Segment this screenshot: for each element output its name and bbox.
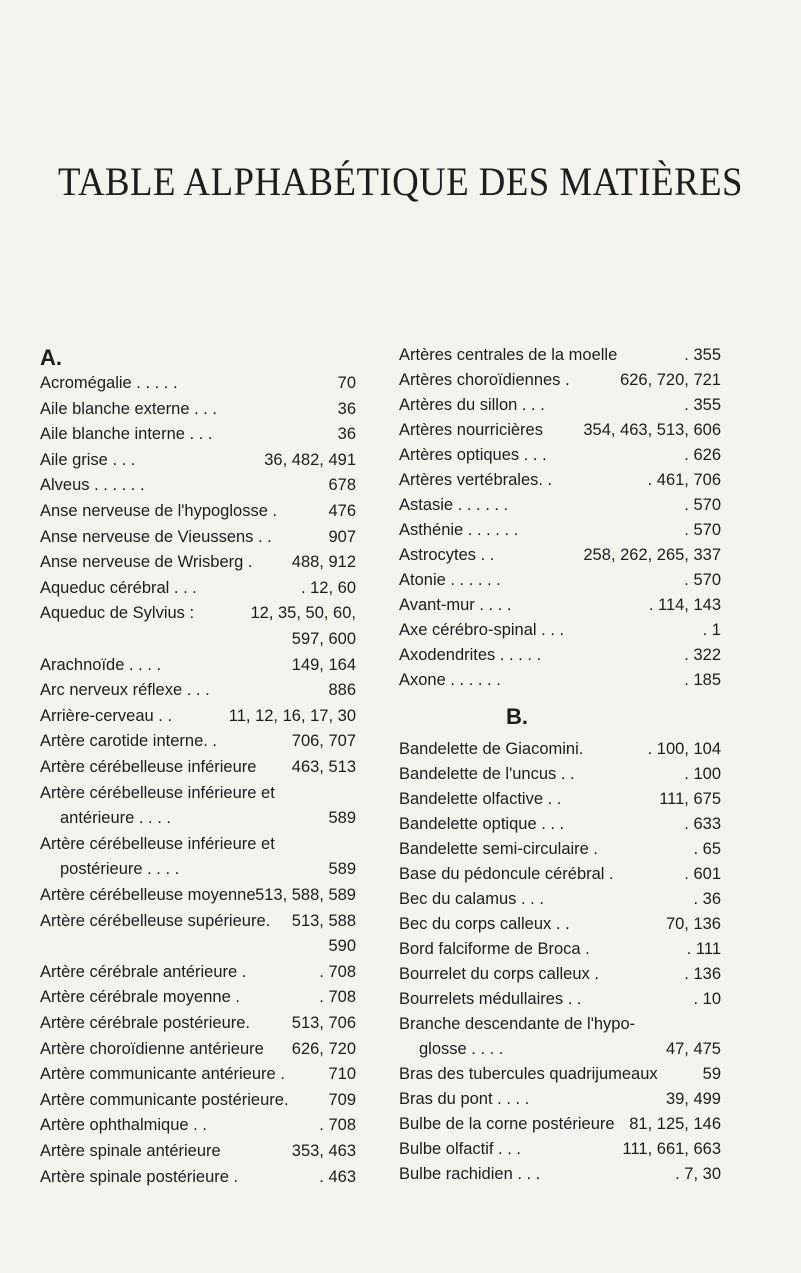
entry-term: Artère communicante postérieure. — [40, 1090, 289, 1109]
entry-term: Artères vertébrales. . — [399, 471, 553, 489]
index-entry — [40, 782, 356, 808]
index-entry — [40, 474, 356, 500]
entry-term: Artère ophthalmique . . — [40, 1116, 207, 1135]
entry-term: glosse . . . . — [419, 1040, 504, 1058]
index-entry — [399, 1038, 721, 1064]
entry-term: Asthénie . . . . . . — [399, 521, 519, 539]
entry-pages: 70, 136 — [665, 915, 721, 933]
entry-pages: . 10 — [693, 990, 721, 1008]
entry-pages: . 1 — [702, 621, 721, 639]
index-entry — [40, 423, 356, 449]
entry-term: Artère choroïdienne antérieure — [40, 1039, 264, 1058]
entry-pages: 47, 475 — [665, 1040, 721, 1058]
entry-pages: 590 — [328, 937, 356, 956]
index-entry — [399, 738, 721, 764]
index-entry — [399, 863, 721, 889]
index-entry — [399, 344, 721, 370]
index-entry — [40, 372, 356, 398]
entry-term: Bulbe de la corne postérieure — [399, 1115, 615, 1133]
index-entry — [399, 669, 721, 695]
entry-term: Anse nerveuse de Vieussens . . — [40, 527, 272, 546]
entry-pages: 149, 164 — [291, 655, 356, 674]
entry-term: Artère communicante antérieure . — [40, 1065, 285, 1084]
entry-term: Bandelette olfactive . . — [399, 790, 562, 808]
index-entry — [399, 494, 721, 520]
entry-term: Aqueduc cérébral . . . — [40, 578, 197, 597]
entry-term: Anse nerveuse de l'hypoglosse . — [40, 502, 278, 520]
entry-term: Artère spinale postérieure . — [40, 1167, 239, 1186]
entry-pages: . 355 — [684, 346, 721, 364]
entry-pages: 11, 12, 16, 17, 30 — [228, 706, 356, 725]
entry-term: Atonie . . . . . . — [399, 571, 501, 589]
entry-pages: . 708 — [319, 1116, 356, 1135]
entry-pages: 886 — [328, 681, 356, 700]
entry-term: antérieure . . . . — [60, 809, 171, 828]
entry-term: Bandelette optique . . . — [399, 815, 565, 833]
index-entry — [40, 551, 356, 577]
entry-pages: . 601 — [684, 865, 721, 883]
entry-term: Bourrelet du corps calleux . — [399, 965, 599, 983]
index-entry — [399, 444, 721, 470]
entry-pages: . 626 — [684, 446, 721, 464]
index-entry — [40, 449, 356, 475]
entry-pages: 36 — [337, 425, 356, 444]
entry-pages: 36 — [337, 399, 356, 418]
entry-pages: . 100, 104 — [647, 740, 721, 758]
index-entry — [399, 1163, 721, 1189]
entry-term: Bandelette semi-circulaire . — [399, 840, 598, 858]
entry-pages: 709 — [328, 1090, 356, 1109]
index-entry — [40, 1114, 356, 1140]
entry-pages: . 463 — [319, 1167, 356, 1186]
entry-pages: . 708 — [319, 988, 356, 1007]
entry-term: Aile blanche interne . . . — [40, 425, 213, 444]
entry-term: Artères du sillon . . . — [399, 396, 545, 414]
entry-term: Artère cérébelleuse moyenne — [40, 886, 256, 904]
entry-term: Branche descendante de l'hypo- — [399, 1015, 636, 1033]
entry-pages: . 136 — [684, 965, 721, 983]
index-entry — [399, 1138, 721, 1164]
index-entry — [40, 1140, 356, 1166]
entry-pages: 706, 707 — [291, 732, 356, 751]
entry-term: Bras du pont . . . . — [399, 1090, 530, 1108]
entry-pages: 81, 125, 146 — [629, 1115, 721, 1133]
entry-pages: 907 — [328, 527, 356, 546]
entry-pages: 36, 482, 491 — [264, 450, 356, 469]
entry-pages: 513, 706 — [291, 1014, 356, 1032]
entry-term: Artère cérébrale moyenne . — [40, 988, 240, 1007]
entry-pages: 476 — [328, 502, 356, 520]
entry-term: Arc nerveux réflexe . . . — [40, 681, 210, 700]
index-entry — [40, 705, 356, 731]
entry-term: Artère cérébelleuse inférieure — [40, 758, 257, 776]
index-entry — [399, 619, 721, 645]
entry-pages: 12, 35, 50, 60, — [250, 604, 356, 623]
index-entry — [40, 500, 356, 526]
entry-pages: . 633 — [684, 815, 721, 833]
entry-pages: 710 — [328, 1065, 356, 1084]
index-entry — [399, 394, 721, 420]
entry-pages: 258, 262, 265, 337 — [583, 546, 721, 564]
entry-term: Artère carotide interne. . — [40, 732, 218, 751]
index-entry — [399, 963, 721, 989]
entry-term: Artère cérébelleuse supérieure. — [40, 911, 271, 930]
index-entry — [399, 519, 721, 545]
entry-pages: . 708 — [319, 962, 356, 981]
entry-pages: 678 — [328, 476, 356, 495]
entry-pages: . 355 — [684, 396, 721, 414]
entry-term: Bourrelets médullaires . . — [399, 990, 582, 1008]
entry-pages: 111, 661, 663 — [622, 1140, 721, 1158]
index-entry — [40, 526, 356, 552]
index-entry — [399, 988, 721, 1014]
entry-term: Axodendrites . . . . . — [399, 646, 542, 664]
entry-pages: . 111 — [686, 940, 721, 958]
entry-pages: 39, 499 — [665, 1090, 721, 1108]
index-entry — [40, 858, 356, 884]
entry-pages: 597, 600 — [291, 630, 356, 648]
index-entry — [399, 644, 721, 670]
entry-pages: 354, 463, 513, 606 — [583, 421, 721, 439]
entry-term: Acromégalie . . . . . — [40, 374, 178, 392]
entry-pages: 626, 720, 721 — [620, 371, 721, 389]
entry-term: Bulbe olfactif . . . — [399, 1140, 521, 1158]
entry-term: Artères nourricières — [399, 421, 543, 439]
index-entry — [40, 1089, 356, 1115]
index-entry — [40, 986, 356, 1012]
entry-term: Artère spinale antérieure — [40, 1142, 221, 1160]
entry-pages: 59 — [702, 1065, 721, 1083]
entry-pages: 626, 720 — [291, 1039, 356, 1058]
index-entry — [40, 654, 356, 680]
entry-term: postérieure . . . . — [60, 860, 180, 879]
index-entry — [399, 913, 721, 939]
entry-pages: . 570 — [684, 571, 721, 589]
index-entry — [399, 938, 721, 964]
entry-pages: 589 — [328, 809, 356, 828]
entry-term: Bras des tubercules quadrijumeaux — [399, 1065, 658, 1083]
entry-term: Alveus . . . . . . — [40, 476, 145, 495]
section-letter-b: B. — [506, 704, 528, 729]
index-entry — [40, 935, 356, 961]
entry-term: Bord falciforme de Broca . — [399, 940, 590, 958]
index-entry — [399, 569, 721, 595]
index-entry — [40, 884, 356, 910]
entry-term: Avant-mur . . . . — [399, 596, 512, 614]
entry-pages: . 570 — [684, 521, 721, 539]
index-entry — [399, 1013, 721, 1039]
index-entry — [40, 398, 356, 424]
entry-term: Artère cérébelleuse inférieure et — [40, 783, 275, 802]
entry-term: Bulbe rachidien . . . — [399, 1165, 541, 1183]
index-entry — [40, 1038, 356, 1064]
entry-term: Arachnoïde . . . . — [40, 655, 162, 674]
index-entry — [40, 833, 356, 859]
entry-pages: . 36 — [693, 890, 721, 908]
entry-term: Aile grise . . . — [40, 450, 136, 469]
entry-term: Axone . . . . . . — [399, 671, 501, 689]
index-entry — [40, 1166, 356, 1192]
entry-term: Artères centrales de la moelle — [399, 346, 618, 364]
entry-pages: 111, 675 — [659, 790, 721, 808]
index-entry — [40, 961, 356, 987]
entry-term: Bandelette de Giacomini. — [399, 740, 584, 758]
index-entry — [399, 813, 721, 839]
index-entry — [40, 1012, 356, 1038]
entry-term: Anse nerveuse de Wrisberg . — [40, 553, 253, 572]
index-entry — [399, 544, 721, 570]
index-entry — [399, 419, 721, 445]
entry-pages: . 461, 706 — [647, 471, 721, 489]
entry-pages: . 100 — [684, 765, 721, 783]
entry-term: Artère cérébrale postérieure. — [40, 1014, 251, 1032]
index-entry — [399, 369, 721, 395]
index-entry — [399, 788, 721, 814]
page-title: TABLE ALPHABÉTIQUE DES MATIÈRES — [58, 159, 743, 204]
index-entry — [40, 756, 356, 782]
entry-pages: . 114, 143 — [648, 596, 721, 614]
entry-term: Astasie . . . . . . — [399, 496, 509, 514]
entry-pages: . 65 — [693, 840, 721, 858]
index-entry — [399, 594, 721, 620]
index-entry — [40, 807, 356, 833]
entry-term: Artères choroïdiennes . — [399, 371, 570, 389]
entry-pages: 70 — [337, 374, 356, 392]
index-entry — [399, 1063, 721, 1089]
entry-pages: . 7, 30 — [675, 1165, 721, 1183]
index-entry — [399, 763, 721, 789]
entry-term: Artère cérébelleuse inférieure et — [40, 834, 275, 853]
index-entry — [40, 602, 356, 628]
index-entry — [399, 838, 721, 864]
index-entry — [399, 1113, 721, 1139]
entry-term: Axe cérébro-spinal . . . — [399, 621, 565, 639]
index-entry — [40, 679, 356, 705]
entry-term: Astrocytes . . — [399, 546, 495, 564]
index-entry — [40, 1063, 356, 1089]
entry-term: Bec du corps calleux . . — [399, 915, 570, 933]
entry-pages: . 570 — [684, 496, 721, 514]
entry-pages: 488, 912 — [291, 553, 356, 572]
index-entry — [399, 1088, 721, 1114]
entry-term: Base du pédoncule cérébral . — [399, 865, 614, 883]
entry-pages: 513, 588, 589 — [255, 886, 356, 904]
index-entry — [40, 730, 356, 756]
entry-term: Bandelette de l'uncus . . — [399, 765, 575, 783]
entry-pages: . 185 — [684, 671, 721, 689]
entry-term: Artères optiques . . . — [399, 446, 547, 464]
entry-pages: 353, 463 — [291, 1142, 356, 1160]
entry-pages: 463, 513 — [291, 758, 356, 776]
index-entry — [40, 910, 356, 936]
index-entry — [399, 888, 721, 914]
entry-pages: 513, 588 — [291, 911, 356, 930]
entry-term: Arrière-cerveau . . — [40, 706, 173, 725]
entry-term: Aqueduc de Sylvius : — [40, 604, 195, 623]
entry-pages: 589 — [328, 860, 356, 879]
entry-term: Bec du calamus . . . — [399, 890, 544, 908]
entry-pages: . 12, 60 — [300, 578, 356, 597]
section-letter-a: A. — [40, 345, 62, 370]
entry-term: Artère cérébrale antérieure . — [40, 962, 247, 981]
index-entry — [40, 577, 356, 603]
entry-pages: . 322 — [684, 646, 721, 664]
index-entry — [40, 628, 356, 654]
entry-term: Aile blanche externe . . . — [40, 399, 218, 418]
index-entry — [399, 469, 721, 495]
